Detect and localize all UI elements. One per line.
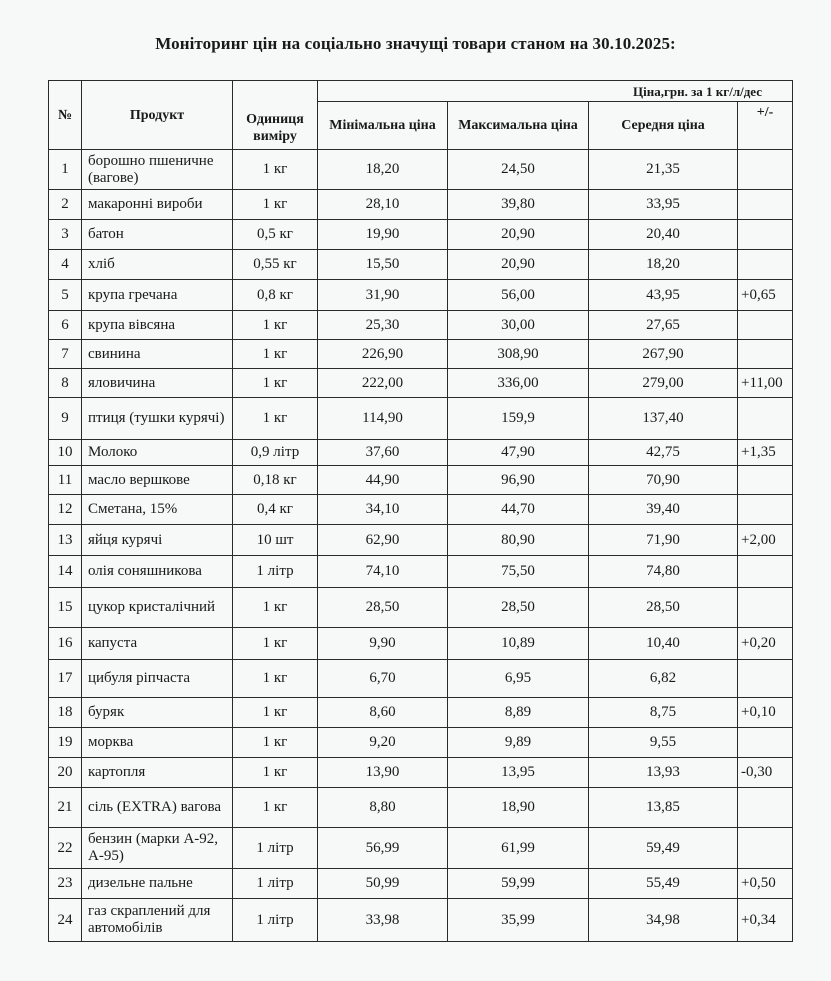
max-price: 20,90 bbox=[448, 250, 589, 280]
product-name: дизельне пальне bbox=[82, 869, 233, 899]
row-number: 5 bbox=[49, 280, 82, 311]
min-price: 8,60 bbox=[318, 698, 448, 728]
table-row bbox=[49, 280, 793, 311]
unit-of-measure: 0,9 літр bbox=[233, 440, 318, 466]
row-number: 23 bbox=[49, 869, 82, 899]
row-number: 10 bbox=[49, 440, 82, 466]
table-row bbox=[49, 828, 793, 869]
table-row bbox=[49, 495, 793, 525]
price-change bbox=[738, 220, 793, 250]
product-name: свинина bbox=[82, 340, 233, 369]
product-name: борошно пшеничне (вагове) bbox=[82, 150, 233, 190]
avg-price: 42,75 bbox=[589, 440, 738, 466]
price-change: +2,00 bbox=[738, 525, 793, 556]
unit-of-measure: 1 кг bbox=[233, 311, 318, 340]
min-price: 28,10 bbox=[318, 190, 448, 220]
avg-price: 20,40 bbox=[589, 220, 738, 250]
unit-of-measure: 1 кг bbox=[233, 728, 318, 758]
unit-of-measure: 1 кг bbox=[233, 398, 318, 440]
min-price: 56,99 bbox=[318, 828, 448, 869]
row-number: 14 bbox=[49, 556, 82, 588]
table-row bbox=[49, 660, 793, 698]
max-price: 96,90 bbox=[448, 466, 589, 495]
price-change: +0,10 bbox=[738, 698, 793, 728]
unit-of-measure: 1 кг bbox=[233, 628, 318, 660]
product-name: макаронні вироби bbox=[82, 190, 233, 220]
table-row bbox=[49, 190, 793, 220]
header-max-price: Максимальна ціна bbox=[448, 102, 589, 150]
product-name: птиця (тушки курячі) bbox=[82, 398, 233, 440]
max-price: 80,90 bbox=[448, 525, 589, 556]
avg-price: 13,93 bbox=[589, 758, 738, 788]
min-price: 8,80 bbox=[318, 788, 448, 828]
unit-of-measure: 1 літр bbox=[233, 828, 318, 869]
price-change bbox=[738, 340, 793, 369]
product-name: газ скраплений для автомобілів bbox=[82, 899, 233, 942]
avg-price: 39,40 bbox=[589, 495, 738, 525]
max-price: 61,99 bbox=[448, 828, 589, 869]
price-change bbox=[738, 556, 793, 588]
price-change bbox=[738, 660, 793, 698]
max-price: 9,89 bbox=[448, 728, 589, 758]
price-change bbox=[738, 828, 793, 869]
product-name: яйця курячі bbox=[82, 525, 233, 556]
row-number: 19 bbox=[49, 728, 82, 758]
price-change bbox=[738, 150, 793, 190]
row-number: 15 bbox=[49, 588, 82, 628]
row-number: 8 bbox=[49, 369, 82, 398]
avg-price: 71,90 bbox=[589, 525, 738, 556]
product-name: цибуля ріпчаста bbox=[82, 660, 233, 698]
max-price: 56,00 bbox=[448, 280, 589, 311]
table-row bbox=[49, 311, 793, 340]
unit-of-measure: 1 кг bbox=[233, 340, 318, 369]
avg-price: 59,49 bbox=[589, 828, 738, 869]
table-row bbox=[49, 698, 793, 728]
product-name: масло вершкове bbox=[82, 466, 233, 495]
table-row bbox=[49, 250, 793, 280]
document-title: Моніторинг цін на соціально значущі товари станом на 30.10.2025: bbox=[155, 34, 676, 53]
price-change bbox=[738, 250, 793, 280]
table-row bbox=[49, 788, 793, 828]
table-row bbox=[49, 150, 793, 190]
price-change: +0,50 bbox=[738, 869, 793, 899]
unit-of-measure: 0,8 кг bbox=[233, 280, 318, 311]
max-price: 39,80 bbox=[448, 190, 589, 220]
min-price: 33,98 bbox=[318, 899, 448, 942]
min-price: 9,20 bbox=[318, 728, 448, 758]
header-no: № bbox=[49, 81, 82, 150]
unit-of-measure: 0,4 кг bbox=[233, 495, 318, 525]
min-price: 13,90 bbox=[318, 758, 448, 788]
header-row-top bbox=[49, 81, 793, 102]
unit-of-measure: 0,55 кг bbox=[233, 250, 318, 280]
price-change bbox=[738, 588, 793, 628]
product-name: крупа вівсяна bbox=[82, 311, 233, 340]
unit-of-measure: 1 кг bbox=[233, 190, 318, 220]
table-row bbox=[49, 466, 793, 495]
unit-of-measure: 0,18 кг bbox=[233, 466, 318, 495]
header-price-group: Ціна,грн. за 1 кг/л/дес bbox=[318, 81, 793, 102]
unit-of-measure: 1 кг bbox=[233, 150, 318, 190]
table-row bbox=[49, 220, 793, 250]
min-price: 18,20 bbox=[318, 150, 448, 190]
product-name: капуста bbox=[82, 628, 233, 660]
max-price: 30,00 bbox=[448, 311, 589, 340]
price-change bbox=[738, 495, 793, 525]
avg-price: 279,00 bbox=[589, 369, 738, 398]
min-price: 74,10 bbox=[318, 556, 448, 588]
max-price: 10,89 bbox=[448, 628, 589, 660]
avg-price: 34,98 bbox=[589, 899, 738, 942]
price-change: +0,34 bbox=[738, 899, 793, 942]
row-number: 22 bbox=[49, 828, 82, 869]
table-row bbox=[49, 398, 793, 440]
avg-price: 55,49 bbox=[589, 869, 738, 899]
product-name: батон bbox=[82, 220, 233, 250]
row-number: 2 bbox=[49, 190, 82, 220]
product-name: цукор кристалічний bbox=[82, 588, 233, 628]
avg-price: 9,55 bbox=[589, 728, 738, 758]
row-number: 11 bbox=[49, 466, 82, 495]
row-number: 17 bbox=[49, 660, 82, 698]
product-name: яловичина bbox=[82, 369, 233, 398]
min-price: 37,60 bbox=[318, 440, 448, 466]
price-change bbox=[738, 466, 793, 495]
avg-price: 267,90 bbox=[589, 340, 738, 369]
row-number: 6 bbox=[49, 311, 82, 340]
max-price: 336,00 bbox=[448, 369, 589, 398]
table-row bbox=[49, 628, 793, 660]
max-price: 59,99 bbox=[448, 869, 589, 899]
row-number: 24 bbox=[49, 899, 82, 942]
min-price: 62,90 bbox=[318, 525, 448, 556]
unit-of-measure: 0,5 кг bbox=[233, 220, 318, 250]
table-row bbox=[49, 556, 793, 588]
table-row bbox=[49, 440, 793, 466]
row-number: 13 bbox=[49, 525, 82, 556]
price-change bbox=[738, 788, 793, 828]
avg-price: 10,40 bbox=[589, 628, 738, 660]
row-number: 12 bbox=[49, 495, 82, 525]
row-number: 1 bbox=[49, 150, 82, 190]
row-number: 21 bbox=[49, 788, 82, 828]
price-change: +1,35 bbox=[738, 440, 793, 466]
min-price: 114,90 bbox=[318, 398, 448, 440]
avg-price: 70,90 bbox=[589, 466, 738, 495]
min-price: 50,99 bbox=[318, 869, 448, 899]
row-number: 16 bbox=[49, 628, 82, 660]
max-price: 47,90 bbox=[448, 440, 589, 466]
avg-price: 8,75 bbox=[589, 698, 738, 728]
row-number: 3 bbox=[49, 220, 82, 250]
table-row bbox=[49, 369, 793, 398]
header-diff: +/- bbox=[738, 102, 793, 150]
avg-price: 21,35 bbox=[589, 150, 738, 190]
avg-price: 33,95 bbox=[589, 190, 738, 220]
header-avg-price: Середня ціна bbox=[589, 102, 738, 150]
max-price: 13,95 bbox=[448, 758, 589, 788]
min-price: 9,90 bbox=[318, 628, 448, 660]
table-row bbox=[49, 728, 793, 758]
max-price: 6,95 bbox=[448, 660, 589, 698]
max-price: 308,90 bbox=[448, 340, 589, 369]
unit-of-measure: 1 кг bbox=[233, 660, 318, 698]
product-name: бензин (марки А-92, А-95) bbox=[82, 828, 233, 869]
avg-price: 6,82 bbox=[589, 660, 738, 698]
unit-of-measure: 1 кг bbox=[233, 588, 318, 628]
unit-of-measure: 1 кг bbox=[233, 369, 318, 398]
table-row bbox=[49, 588, 793, 628]
max-price: 20,90 bbox=[448, 220, 589, 250]
price-change bbox=[738, 311, 793, 340]
unit-of-measure: 1 кг bbox=[233, 788, 318, 828]
avg-price: 13,85 bbox=[589, 788, 738, 828]
row-number: 7 bbox=[49, 340, 82, 369]
price-monitoring-table bbox=[48, 80, 793, 942]
min-price: 226,90 bbox=[318, 340, 448, 369]
product-name: хліб bbox=[82, 250, 233, 280]
header-unit: Одиниця виміру bbox=[233, 81, 318, 150]
row-number: 4 bbox=[49, 250, 82, 280]
header-min-price: Мінімальна ціна bbox=[318, 102, 448, 150]
avg-price: 18,20 bbox=[589, 250, 738, 280]
product-name: Сметана, 15% bbox=[82, 495, 233, 525]
product-name: морква bbox=[82, 728, 233, 758]
min-price: 6,70 bbox=[318, 660, 448, 698]
table-row bbox=[49, 869, 793, 899]
row-number: 18 bbox=[49, 698, 82, 728]
row-number: 20 bbox=[49, 758, 82, 788]
min-price: 44,90 bbox=[318, 466, 448, 495]
product-name: Молоко bbox=[82, 440, 233, 466]
unit-of-measure: 1 кг bbox=[233, 698, 318, 728]
unit-of-measure: 1 літр bbox=[233, 869, 318, 899]
price-change: -0,30 bbox=[738, 758, 793, 788]
max-price: 159,9 bbox=[448, 398, 589, 440]
table-row bbox=[49, 525, 793, 556]
min-price: 31,90 bbox=[318, 280, 448, 311]
price-change: +0,20 bbox=[738, 628, 793, 660]
price-change bbox=[738, 398, 793, 440]
avg-price: 137,40 bbox=[589, 398, 738, 440]
max-price: 24,50 bbox=[448, 150, 589, 190]
unit-of-measure: 1 літр bbox=[233, 556, 318, 588]
product-name: буряк bbox=[82, 698, 233, 728]
avg-price: 74,80 bbox=[589, 556, 738, 588]
min-price: 25,30 bbox=[318, 311, 448, 340]
min-price: 28,50 bbox=[318, 588, 448, 628]
unit-of-measure: 1 кг bbox=[233, 758, 318, 788]
product-name: олія соняшникова bbox=[82, 556, 233, 588]
max-price: 18,90 bbox=[448, 788, 589, 828]
avg-price: 28,50 bbox=[589, 588, 738, 628]
header-product: Продукт bbox=[82, 81, 233, 150]
table-row bbox=[49, 758, 793, 788]
product-name: крупа гречана bbox=[82, 280, 233, 311]
min-price: 222,00 bbox=[318, 369, 448, 398]
min-price: 15,50 bbox=[318, 250, 448, 280]
max-price: 75,50 bbox=[448, 556, 589, 588]
table-row bbox=[49, 340, 793, 369]
min-price: 34,10 bbox=[318, 495, 448, 525]
unit-of-measure: 10 шт bbox=[233, 525, 318, 556]
max-price: 28,50 bbox=[448, 588, 589, 628]
row-number: 9 bbox=[49, 398, 82, 440]
avg-price: 43,95 bbox=[589, 280, 738, 311]
min-price: 19,90 bbox=[318, 220, 448, 250]
unit-of-measure: 1 літр bbox=[233, 899, 318, 942]
avg-price: 27,65 bbox=[589, 311, 738, 340]
max-price: 44,70 bbox=[448, 495, 589, 525]
max-price: 8,89 bbox=[448, 698, 589, 728]
product-name: сіль (EXTRA) вагова bbox=[82, 788, 233, 828]
price-change bbox=[738, 728, 793, 758]
price-change bbox=[738, 190, 793, 220]
price-change: +11,00 bbox=[738, 369, 793, 398]
table-row bbox=[49, 899, 793, 942]
max-price: 35,99 bbox=[448, 899, 589, 942]
product-name: картопля bbox=[82, 758, 233, 788]
price-change: +0,65 bbox=[738, 280, 793, 311]
